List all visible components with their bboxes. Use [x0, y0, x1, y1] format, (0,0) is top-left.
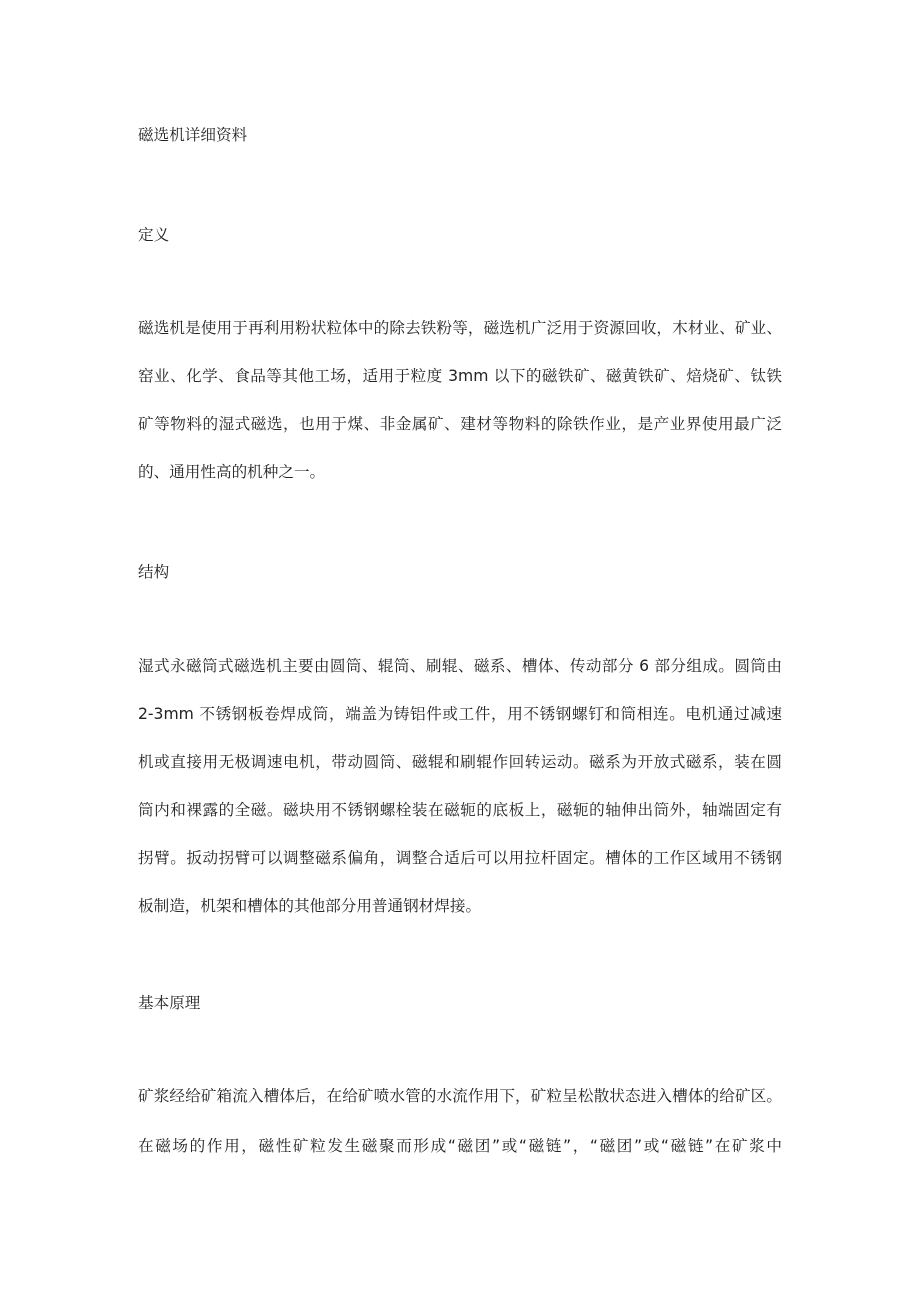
text-line: 机或直接用无极调速电机，带动圆筒、磁辊和刷辊作回转运动。磁系为开放式磁系，装在圆 [138, 753, 782, 771]
text-line: 矿浆经给矿箱流入槽体后，在给矿喷水管的水流作用下，矿粒呈松散状态进入槽体的给矿区。 [138, 1087, 782, 1105]
document-title: 磁选机详细资料 [138, 126, 248, 144]
section-heading-principle: 基本原理 [138, 994, 201, 1012]
text-line: 湿式永磁筒式磁选机主要由圆筒、辊筒、刷辊、磁系、槽体、传动部分 6 部分组成。圆筒由 [138, 657, 782, 675]
section-heading-definition: 定义 [138, 226, 170, 244]
text-line: 2-3mm 不锈钢板卷焊成筒，端盖为铸铝件或工件，用不锈钢螺钉和筒相连。电机通过减速 [138, 705, 782, 723]
text-line: 板制造，机架和槽体的其他部分用普通钢材焊接。 [138, 897, 482, 915]
text-line: 磁选机是使用于再利用粉状粒体中的除去铁粉等，磁选机广泛用于资源回收，木材业、矿业、 [138, 319, 782, 337]
text-line: 矿等物料的湿式磁选，也用于煤、非金属矿、建材等物料的除铁作业，是产业界使用最广泛 [138, 415, 782, 433]
text-line: 拐臂。扳动拐臂可以调整磁系偏角，调整合适后可以用拉杆固定。槽体的工作区域用不锈钢 [138, 849, 782, 867]
section-heading-structure: 结构 [138, 563, 170, 581]
text-line: 的、通用性高的机种之一。 [138, 463, 326, 481]
text-line: 在磁场的作用，磁性矿粒发生磁聚而形成“磁团”或“磁链”，“磁团”或“磁链”在矿浆中 [138, 1137, 782, 1155]
text-line: 窑业、化学、食品等其他工场，适用于粒度 3mm 以下的磁铁矿、磁黄铁矿、焙烧矿、钛铁 [138, 367, 782, 385]
text-line: 筒内和裸露的全磁。磁块用不锈钢螺栓装在磁轭的底板上，磁轭的轴伸出筒外，轴端固定有 [138, 801, 782, 819]
